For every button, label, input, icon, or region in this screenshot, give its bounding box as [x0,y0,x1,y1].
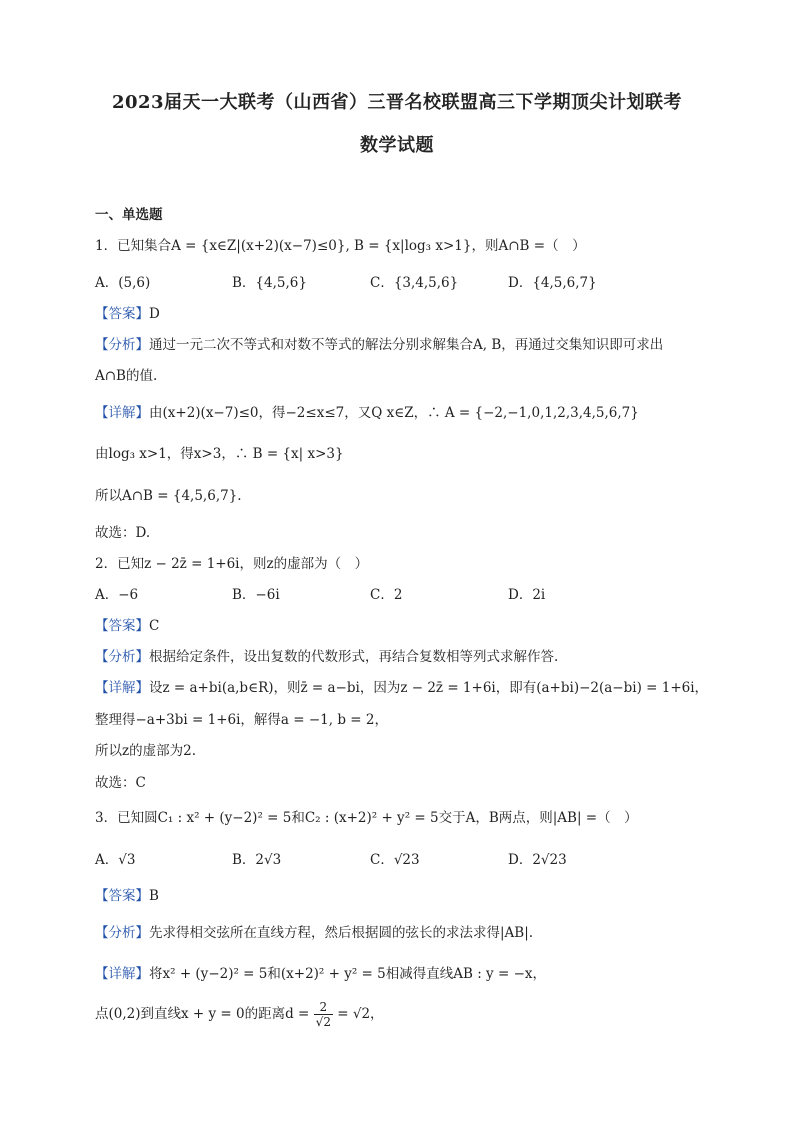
detail-distance-line [95,1000,754,1029]
analysis-text: 通过一元二次不等式和对数不等式的解法分别求解集合A, B，再通过交集知识即可求出 [149,337,664,353]
analysis-tag: 【分析】 [95,337,149,353]
analysis-tag: 【分析】 [95,925,149,941]
option-a: A．−6 [95,587,139,603]
section-heading: 一、单选题 [95,207,163,223]
detail-line [95,676,754,696]
option-d: D．2i [508,587,546,603]
detail-conclusion: 所以z的虚部为2. [95,743,196,759]
question-stem: 3．已知圆C₁ : x² + (y−2)² = 5和C₂ : (x+2)² + y² = 5交于A，B两点，则|AB| =（ ） [95,810,638,826]
detail-tag: 【详解】 [95,680,149,696]
answer-line [95,614,754,634]
option-a: A．√3 [95,852,136,868]
option-c: C．2 [370,587,403,603]
detail-tag: 【详解】 [95,966,149,982]
fraction-denominator: √2 [315,1015,331,1029]
question-stem: 1．已知集合A = {x∈Z|(x+2)(x−7)≤0}, B = {x|log₃ x>1}，则A∩B =（ ） [95,238,586,254]
detail-continued: 整理得−a+3bi = 1+6i，解得a = −1, b = 2， [95,712,388,728]
answer-tag: 【答案】 [95,618,149,634]
option-d: D．{4,5,6,7} [508,275,597,291]
option-c: C．√23 [370,852,420,868]
answer-line [95,884,754,904]
detail-continued: 由log₃ x>1，得x>3，∴ B = {x| x>3} [95,446,344,462]
answer-value: D [149,306,160,322]
distance-fraction [314,1000,333,1029]
title-line-1: 2023届天一大联考（山西省）三晋名校联盟高三下学期顶尖计划联考 [111,92,683,113]
answer-tag: 【答案】 [95,888,149,904]
option-b: B．−6i [232,587,280,603]
analysis-line [95,645,754,665]
distance-result: = √2， [337,1006,384,1022]
option-a: A．(5,6) [95,275,151,291]
answer-value: C [149,618,160,634]
detail-tag: 【详解】 [95,405,149,421]
analysis-continued: A∩B的值. [95,368,158,384]
answer-tag: 【答案】 [95,306,149,322]
choice-statement: 故选：D. [95,525,151,541]
analysis-text: 先求得相交弦所在直线方程，然后根据圆的弦长的求法求得|AB|. [149,925,534,941]
detail-conclusion: 所以A∩B = {4,5,6,7}. [95,488,242,504]
fraction-numerator: 2 [314,1000,333,1015]
analysis-text: 根据给定条件，设出复数的代数形式，再结合复数相等列式求解作答. [149,649,559,665]
detail-line [95,401,754,421]
detail-text: 由(x+2)(x−7)≤0，得−2≤x≤7，又Q x∈Z，∴ A = {−2,−1,0,1,2,3,4,5,6,7} [149,405,639,421]
answer-value: B [149,888,159,904]
detail-text: 设z = a+bi(a,b∈R)，则z̄ = a−bi，因为z − 2z̄ = 1+6i，即有(a+bi)−2(a−bi) = 1+6i， [149,680,709,696]
detail-text: 将x² + (y−2)² = 5和(x+2)² + y² = 5相减得直线AB : y = −x， [149,966,546,982]
option-b: B．{4,5,6} [232,275,307,291]
title-line-2: 数学试题 [360,135,434,156]
option-d: D．2√23 [508,852,567,868]
choice-statement: 故选：C [95,775,146,791]
analysis-line [95,333,754,353]
answer-line [95,302,754,322]
distance-text: 点(0,2)到直线x + y = 0的距离d = [95,1006,310,1022]
option-b: B．2√3 [232,852,282,868]
detail-line [95,962,754,982]
question-stem: 2．已知z − 2z̄ = 1+6i，则z的虚部为（ ） [95,556,369,572]
analysis-line [95,921,754,941]
analysis-tag: 【分析】 [95,649,149,665]
option-c: C．{3,4,5,6} [370,275,459,291]
